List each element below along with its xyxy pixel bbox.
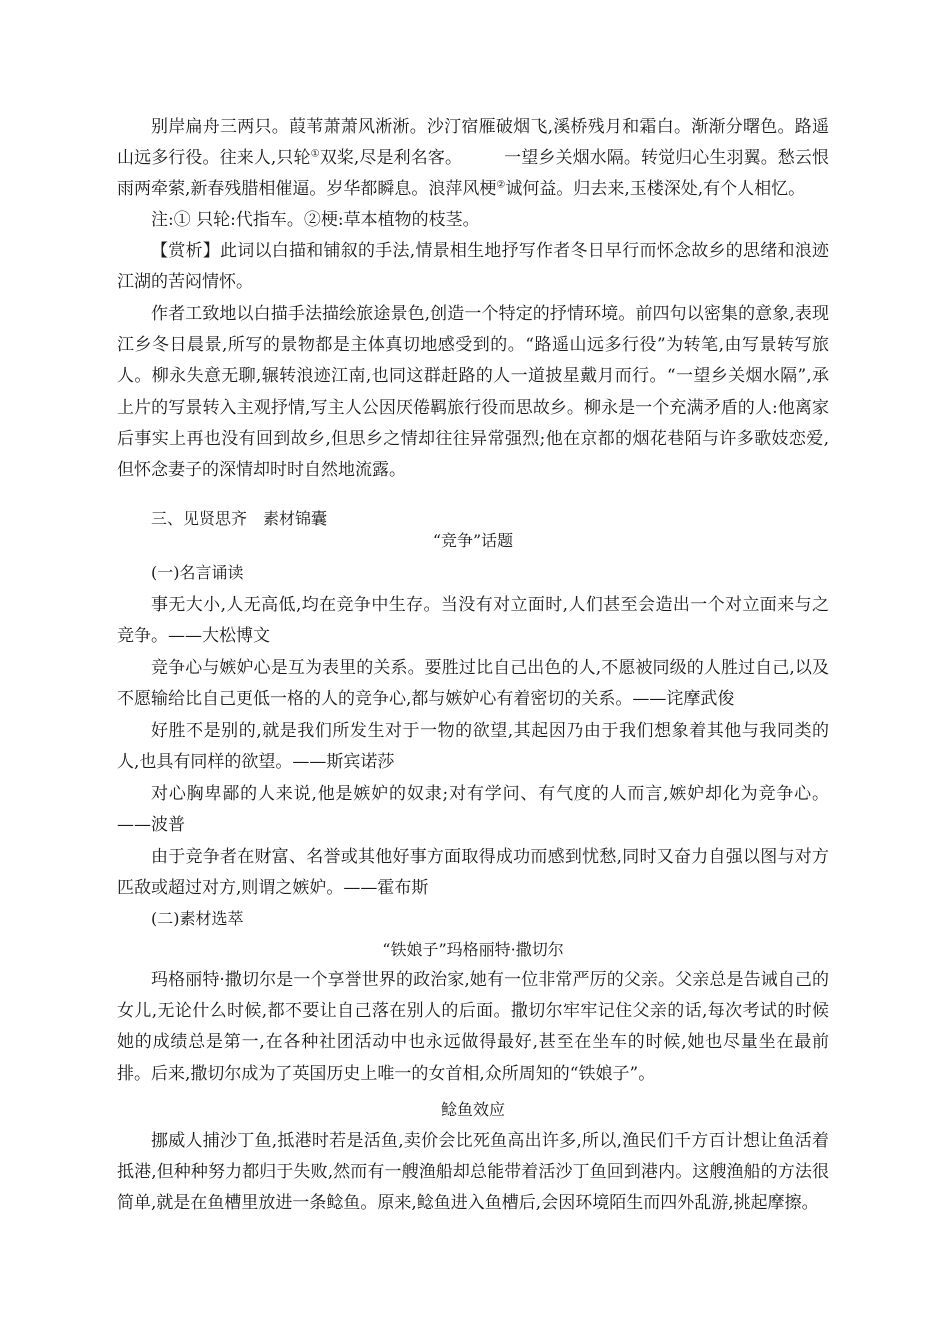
story-title: “铁娘子”玛格丽特·撒切尔: [382, 940, 564, 959]
analysis-paragraph: 作者工致地以白描手法描绘旅途景色,创造一个特定的抒情环境。前四句以密集的意象,表现江乡冬日晨景,所写的景物都是主体真切地感受到的。“路遥山远多行役”为转笔,由写景转写旅人。柳永失意无聊,辗转浪迹江南,也同这群赶路的人一道披星戴月而行。“一望乡关烟水隔”,承上片的写景转入主观抒情,写主人公因厌倦羁旅行役而思故乡。柳永是一个充满矛盾的人:他离家后事实上再也没有回到故乡,但思乡之情却往往异常强烈;他在京都的烟花巷陌与许多歌妓恋爱,但怀念妻子的深情却时时自然地流露。: [117, 304, 829, 481]
quote-item: 竞争心与嫉妒心是互为表里的关系。要胜过比自己出色的人,不愿被同级的人胜过自己,以及不愿输给比自己更低一格的人的竞争心,都与嫉妒心有着密切的关系。——诧摩武俊: [117, 658, 829, 710]
appreciation-label: 【赏析】: [151, 241, 220, 261]
quote-item: 由于竞争者在财富、名誉或其他好事方面取得成功而感到忧愁,同时又奋力自强以图与对方匹敌或超过对方,则谓之嫉妒。——霍布斯: [117, 847, 829, 899]
poem-text: [117, 112, 829, 206]
subsection-heading-quotes: (一)名言诵读: [151, 563, 244, 582]
footnote-mark: ②: [496, 179, 506, 191]
quote-item: 事无大小,人无高低,均在竞争中生存。当没有对立面时,人们甚至会造出一个对立面来与之竞争。——大松博文: [117, 595, 829, 647]
quote-item: 好胜不是别的,就是我们所发生对于一物的欲望,其起因乃由于我们想象着其他与我同类的人,也具有同样的欲望。——斯宾诺莎: [117, 721, 829, 773]
poem-line: 诚何益。归去来,玉楼深处,有个人相忆。: [505, 179, 806, 200]
footnote-mark: ①: [310, 148, 320, 160]
poem-line: 别岸扁舟三两只。葭苇萧萧风淅淅。沙汀宿雁破烟飞,溪桥残月和霜白。渐渐分曙色。路遥山远多行役。往来人,只轮: [117, 117, 829, 169]
quote-item: 对心胸卑鄙的人来说,他是嫉妒的奴隶;对有学问、有气度的人而言,嫉妒却化为竞争心。——波普: [117, 784, 829, 836]
poem-line: 双桨,尽是利名客。: [319, 148, 463, 169]
story-paragraph: 挪威人捕沙丁鱼,抵港时若是活鱼,卖价会比死鱼高出许多,所以,渔民们千方百计想让鱼活着抵港,但种种努力都归于失败,然而有一艘渔船却总能带着活沙丁鱼回到港内。这艘渔船的方法很简单,就是在鱼槽里放进一条鲶鱼。原来,鲶鱼进入鱼槽后,会因环境陌生而四外乱游,挑起摩擦。: [117, 1131, 829, 1214]
story-title: 鲶鱼效应: [440, 1100, 505, 1119]
section-heading: 三、见贤思齐 素材锦囊: [151, 509, 328, 528]
appreciation: [117, 236, 829, 298]
topic-title: “竞争”话题: [432, 531, 514, 550]
story-paragraph: 玛格丽特·撒切尔是一个享誉世界的政治家,她有一位非常严厉的父亲。父亲总是告诫自己的女儿,无论什么时候,都不要让自己落在别人的后面。撒切尔牢牢记住父亲的话,每次考试的时候她的成绩总是第一,在各种社团活动中也永远做得最好,甚至在坐车的时候,她也尽量坐在最前排。后来,撒切尔成为了英国历史上唯一的女首相,众所周知的“铁娘子”。: [117, 970, 829, 1084]
poem-note: 注:① 只轮:代指车。②梗:草本植物的枝茎。: [151, 210, 480, 230]
subsection-heading-materials: (二)素材选萃: [151, 909, 244, 928]
appreciation-text: 此词以白描和铺叙的手法,情景相生地抒写作者冬日早行而怀念故乡的思绪和浪迹江湖的苦闷情怀。: [117, 241, 829, 293]
poem-line: 一望乡关烟水隔。转觉归心生羽翼。愁云恨雨两牵萦,新春残腊相催逼。岁华都瞬息。浪萍风梗: [117, 148, 830, 200]
